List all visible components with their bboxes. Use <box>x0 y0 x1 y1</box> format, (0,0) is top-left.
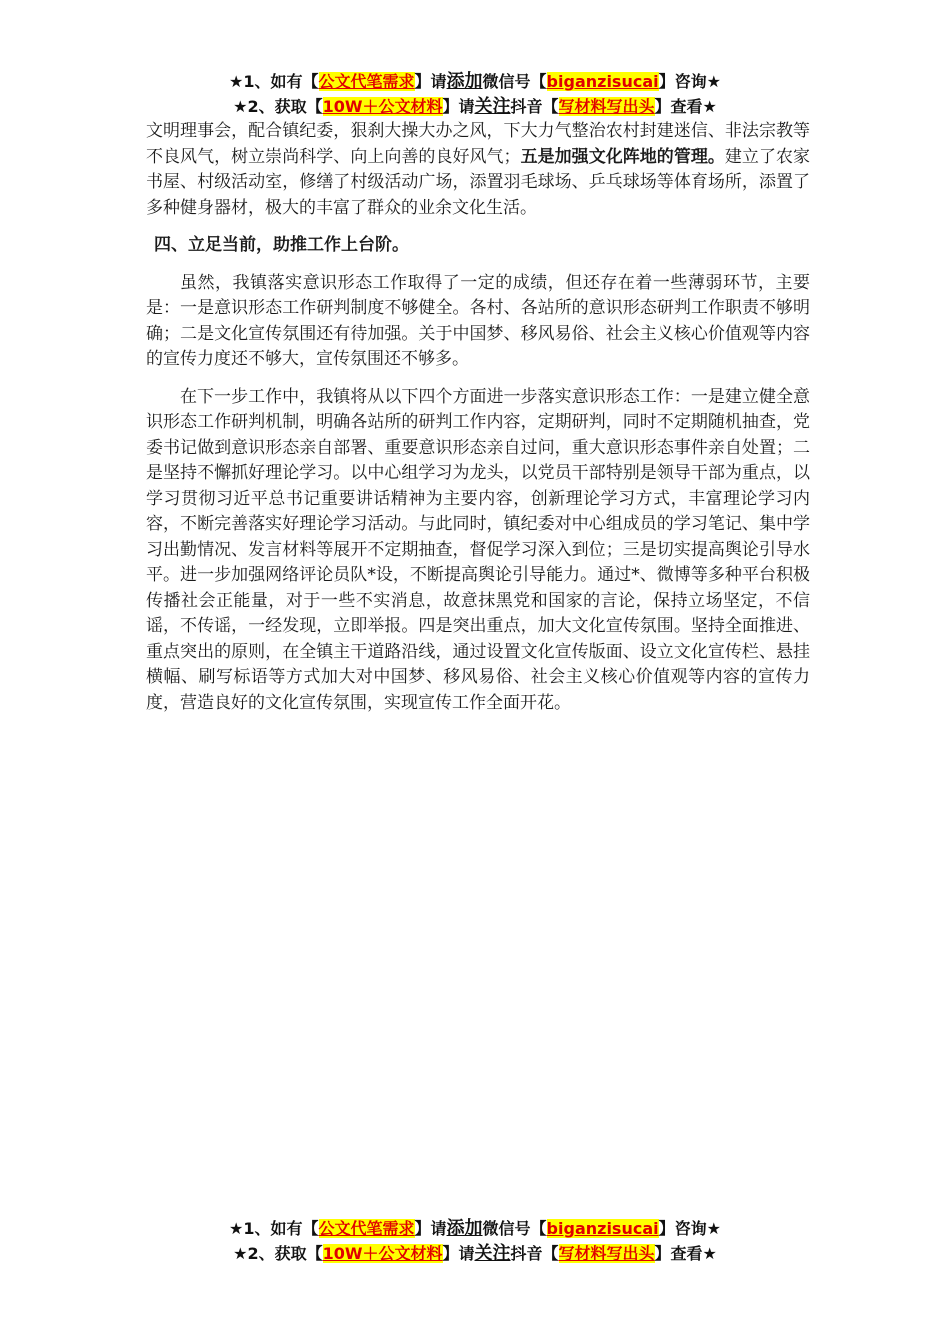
banner-text: 】请 <box>442 97 475 116</box>
highlight-service: 公文代笔需求 <box>318 1219 415 1238</box>
banner-text: 抖音【 <box>510 1244 559 1263</box>
paragraph-text: 文明理事会，配合镇纪委，狠刹大操大办之风，下大力气整治农村封建迷信、非法宗教等不良风气，树立崇尚科学、向上向善的良好风气； <box>146 121 810 167</box>
banner-text: 抖音【 <box>510 97 559 116</box>
footer-banner <box>0 1216 950 1266</box>
banner-text: 】请 <box>414 1219 447 1238</box>
emphasis-text: 添加 <box>446 71 483 92</box>
banner-text: 】咨询★ <box>658 1219 721 1238</box>
banner-text: 微信号【 <box>482 72 547 91</box>
banner-text: 】请 <box>442 1244 475 1263</box>
header-banner <box>0 69 950 119</box>
banner-text: 】请 <box>414 72 447 91</box>
banner-line-1 <box>0 69 950 94</box>
banner-text: 微信号【 <box>482 1219 547 1238</box>
banner-line-1 <box>0 1216 950 1241</box>
emphasis-text: 关注 <box>474 96 511 117</box>
banner-text: 】查看★ <box>654 97 717 116</box>
bold-phrase: 五是加强文化阵地的管理。 <box>520 146 725 167</box>
banner-line-2 <box>0 1241 950 1266</box>
highlight-materials: 10W＋公文材料 <box>322 97 443 116</box>
highlight-service: 公文代笔需求 <box>318 72 415 91</box>
highlight-wechat-id: biganzisucai <box>546 1219 659 1238</box>
section-heading: 四、立足当前，助推工作上台阶。 <box>154 235 409 255</box>
paragraph-1 <box>146 119 810 221</box>
emphasis-text: 添加 <box>446 1218 483 1239</box>
banner-text: 】咨询★ <box>658 72 721 91</box>
banner-text: ★1、如有【 <box>229 1219 319 1238</box>
highlight-materials: 10W＋公文材料 <box>322 1244 443 1263</box>
paragraph-3: 在下一步工作中，我镇将从以下四个方面进一步落实意识形态工作：一是建立健全意识形态工作研判机制，明确各站所的研判工作内容，定期研判，同时不定期随机抽查，党委书记做到意识形态亲自部署、重要意识形态亲自过问，重大意识形态事件亲自处置；二是坚持不懈抓好理论学习。以中心组学习为龙头，以党员干部特别是领导干部为重点，以学习贯彻习近平总书记重要讲话精神为主要内容，创新理论学习方式，丰富理论学习内容，不断完善落实好理论学习活动。与此同时，镇纪委对中心组成员的学习笔记、集中学习出勤情况、发言材料等展开不定期抽查，督促学习深入到位；三是切实提高舆论引导水平。进一步加强网络评论员队*设，不断提高舆论引导能力。通过*、微博等多种平台积极传播社会正能量，对于一些不实消息，故意抹黑党和国家的言论，保持立场坚定，不信谣，不传谣，一经发现，立即举报。四是突出重点，加大文化宣传氛围。坚持全面推进、重点突出的原则，在全镇主干道路沿线，通过设置文化宣传版面、设立文化宣传栏、悬挂横幅、刷写标语等方式加大对中国梦、移风易俗、社会主义核心价值观等内容的宣传力度，营造良好的文化宣传氛围，实现宣传工作全面开花。 <box>146 386 810 713</box>
paragraph-text: 建立了农家书屋、村级活动室，修缮了村级活动广场，添置羽毛球场、乒乓球场等体育场所，添置了多种健身器材，极大的丰富了群众的业余文化生活。 <box>146 146 811 218</box>
banner-text: ★2、获取【 <box>233 97 323 116</box>
highlight-wechat-id: biganzisucai <box>546 72 659 91</box>
highlight-douyin-account: 写材料写出头 <box>558 97 655 116</box>
document-body <box>146 119 810 716</box>
banner-text: ★1、如有【 <box>229 72 319 91</box>
banner-text: ★2、获取【 <box>233 1244 323 1263</box>
highlight-douyin-account: 写材料写出头 <box>558 1244 655 1263</box>
paragraph-2: 虽然，我镇落实意识形态工作取得了一定的成绩，但还存在着一些薄弱环节，主要是：一是意识形态工作研判制度不够健全。各村、各站所的意识形态研判工作职责不够明确；二是文化宣传氛围还有待加强。关于中国梦、移风易俗、社会主义核心价值观等内容的宣传力度还不够大，宣传氛围还不够多。 <box>146 272 810 369</box>
emphasis-text: 关注 <box>474 1243 511 1264</box>
banner-line-2 <box>0 94 950 119</box>
banner-text: 】查看★ <box>654 1244 717 1263</box>
